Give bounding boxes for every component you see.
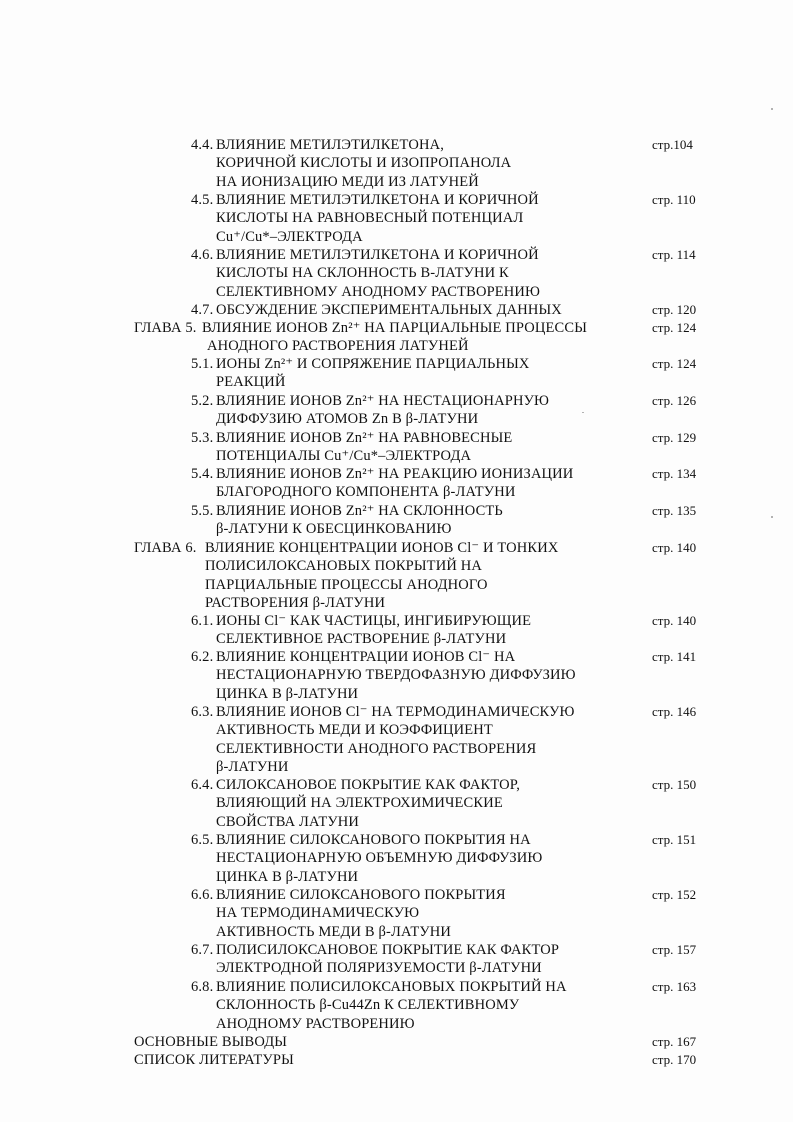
toc-entry-title-line: ИОНЫ Cl⁻ КАК ЧАСТИЦЫ, ИНГИБИРУЮЩИЕ bbox=[216, 613, 532, 629]
toc-entry-title-line: АКТИВНОСТЬ МЕДИ В β-ЛАТУНИ bbox=[216, 923, 451, 940]
toc-entry-title-line: ДИФФУЗИЮ АТОМОВ Zn В β-ЛАТУНИ bbox=[216, 411, 479, 428]
toc-entry-title-line: β-ЛАТУНИ bbox=[216, 758, 289, 775]
toc-entry-title-line: ЦИНКА В β-ЛАТУНИ bbox=[216, 868, 359, 885]
toc-entry-number: 6.6. bbox=[191, 887, 214, 903]
toc-entry-title-line: ВЛИЯНИЕ МЕТИЛЭТИЛКЕТОНА И КОРИЧНОЙ bbox=[216, 192, 539, 208]
toc-page-number: стр. 157 bbox=[652, 942, 697, 957]
toc-page-number: стр. 150 bbox=[652, 777, 697, 792]
toc-entry-title-line: НА ТЕРМОДИНАМИЧЕСКУЮ bbox=[216, 905, 420, 922]
toc-entry-title-line: СВОЙСТВА ЛАТУНИ bbox=[216, 813, 360, 830]
toc-entry-title-line: ВЛИЯНИЕ КОНЦЕНТРАЦИИ ИОНОВ Cl⁻ НА bbox=[216, 649, 516, 665]
toc-entry-number: 5.4. bbox=[191, 466, 214, 482]
toc-entry-title-line: ИОНЫ Zn²⁺ И СОПРЯЖЕНИЕ ПАРЦИАЛЬНЫХ bbox=[216, 356, 530, 372]
toc-entry-number: ГЛАВА 5. bbox=[134, 320, 197, 336]
toc-entry-number: 4.4. bbox=[191, 137, 214, 153]
toc-entry-title-line: СИЛОКСАНОВОЕ ПОКРЫТИЕ КАК ФАКТОР, bbox=[216, 777, 520, 793]
toc-entry-title-line: АКТИВНОСТЬ МЕДИ И КОЭФФИЦИЕНТ bbox=[216, 722, 493, 739]
toc-entry-title-line: ВЛИЯНИЕ ИОНОВ Cl⁻ НА ТЕРМОДИНАМИЧЕСКУЮ bbox=[216, 704, 575, 720]
toc-page-number: стр. 110 bbox=[652, 192, 696, 207]
toc-entry-number: 6.3. bbox=[191, 704, 214, 720]
toc-entry-title-line: ВЛИЯНИЕ ИОНОВ Zn²⁺ НА РАВНОВЕСНЫЕ bbox=[216, 430, 513, 446]
toc-page-number: стр. 135 bbox=[652, 503, 697, 518]
toc-entry-number: 5.1. bbox=[191, 356, 214, 372]
toc-entry-number: 6.1. bbox=[191, 613, 214, 629]
scan-speck bbox=[771, 516, 773, 518]
toc-page-number: стр. 152 bbox=[652, 887, 697, 902]
toc-entry-title-line: КИСЛОТЫ НА РАВНОВЕСНЫЙ ПОТЕНЦИАЛ bbox=[216, 210, 524, 227]
toc-entry-title-line: СЕЛЕКТИВНОМУ АНОДНОМУ РАСТВОРЕНИЮ bbox=[216, 283, 541, 300]
toc-page-number: стр. 129 bbox=[652, 430, 697, 445]
toc-entry-number: 6.2. bbox=[191, 649, 214, 665]
toc-entry-number: 4.5. bbox=[191, 192, 214, 208]
toc-entry-title-line: ЭЛЕКТРОДНОЙ ПОЛЯРИЗУЕМОСТИ β-ЛАТУНИ bbox=[216, 960, 542, 977]
toc-entry-title-line: Cu⁺/Cu*–ЭЛЕКТРОДА bbox=[216, 228, 363, 245]
toc-entry-title-line: НЕСТАЦИОНАРНУЮ ТВЕРДОФАЗНУЮ ДИФФУЗИЮ bbox=[216, 667, 576, 684]
toc-entry-number: 4.7. bbox=[191, 302, 214, 318]
toc-entry-title-line: ВЛИЯНИЕ СИЛОКСАНОВОГО ПОКРЫТИЯ НА bbox=[216, 832, 531, 848]
toc-entry-title-line: АНОДНОГО РАСТВОРЕНИЯ ЛАТУНЕЙ bbox=[207, 338, 469, 355]
toc-entry-title-line: КОРИЧНОЙ КИСЛОТЫ И ИЗОПРОПАНОЛА bbox=[216, 155, 512, 172]
toc-page-number: стр. 146 bbox=[652, 704, 697, 719]
toc-entry-title-line: ВЛИЯНИЕ ИОНОВ Zn²⁺ НА ПАРЦИАЛЬНЫЕ ПРОЦЕССЫ bbox=[202, 320, 587, 336]
toc-entry-number: 6.5. bbox=[191, 832, 214, 848]
toc-entry-title-line: РАСТВОРЕНИЯ β-ЛАТУНИ bbox=[205, 594, 386, 611]
toc-entry-title-line: ВЛИЯНИЕ ИОНОВ Zn²⁺ НА РЕАКЦИЮ ИОНИЗАЦИИ bbox=[216, 466, 574, 482]
toc-entry-title-line: ВЛИЯНИЕ МЕТИЛЭТИЛКЕТОНА И КОРИЧНОЙ bbox=[216, 247, 539, 263]
toc-entry-title-line: СКЛОННОСТЬ β-Cu44Zn К СЕЛЕКТИВНОМУ bbox=[216, 997, 520, 1014]
toc-page-number: стр. 140 bbox=[652, 540, 697, 555]
toc-entry-title-line: ВЛИЯНИЕ ПОЛИСИЛОКСАНОВЫХ ПОКРЫТИЙ НА bbox=[216, 979, 567, 995]
toc-entry-title-line: ПАРЦИАЛЬНЫЕ ПРОЦЕССЫ АНОДНОГО bbox=[205, 576, 488, 593]
toc-page-number: стр.104 bbox=[652, 137, 693, 152]
toc-entry-title-line: НЕСТАЦИОНАРНУЮ ОБЪЕМНУЮ ДИФФУЗИЮ bbox=[216, 850, 543, 867]
toc-entry-title-line: ОБСУЖДЕНИЕ ЭКСПЕРИМЕНТАЛЬНЫХ ДАННЫХ bbox=[216, 302, 562, 318]
toc-entry-title-line: ВЛИЯНИЕ СИЛОКСАНОВОГО ПОКРЫТИЯ bbox=[216, 887, 506, 903]
toc-entry-title-line: БЛАГОРОДНОГО КОМПОНЕНТА β-ЛАТУНИ bbox=[216, 484, 516, 501]
toc-page-number: стр. 163 bbox=[652, 979, 697, 994]
toc-entry-number: 5.2. bbox=[191, 393, 214, 409]
toc-page-number: стр. 124 bbox=[652, 320, 697, 335]
toc-entry-title-line: АНОДНОМУ РАСТВОРЕНИЮ bbox=[216, 1015, 415, 1032]
toc-page-number: стр. 120 bbox=[652, 302, 697, 317]
toc-page-number: стр. 170 bbox=[652, 1052, 697, 1067]
toc-entry-title-line: СЕЛЕКТИВНОСТИ АНОДНОГО РАСТВОРЕНИЯ bbox=[216, 740, 537, 757]
toc-entry-title-line: СПИСОК ЛИТЕРАТУРЫ bbox=[134, 1052, 294, 1068]
toc-entry-number: ГЛАВА 6. bbox=[134, 540, 197, 556]
toc-entry-title-line: ВЛИЯНИЕ ИОНОВ Zn²⁺ НА СКЛОННОСТЬ bbox=[216, 503, 503, 519]
toc-entry-number: 6.4. bbox=[191, 777, 214, 793]
toc-entry-title-line: КИСЛОТЫ НА СКЛОННОСТЬ В-ЛАТУНИ К bbox=[216, 265, 509, 282]
toc-entry-title-line: ВЛИЯНИЕ ИОНОВ Zn²⁺ НА НЕСТАЦИОНАРНУЮ bbox=[216, 393, 550, 409]
toc-page-number: стр. 167 bbox=[652, 1034, 697, 1049]
toc-page-number: стр. 140 bbox=[652, 613, 697, 628]
toc-entry-title-line: ВЛИЯНИЕ КОНЦЕНТРАЦИИ ИОНОВ Cl⁻ И ТОНКИХ bbox=[205, 540, 559, 556]
toc-entry-title-line: ОСНОВНЫЕ ВЫВОДЫ bbox=[134, 1034, 288, 1050]
scan-speck bbox=[582, 412, 584, 413]
toc-entry-number: 5.3. bbox=[191, 430, 214, 446]
toc-entry-title-line: СЕЛЕКТИВНОЕ РАСТВОРЕНИЕ β-ЛАТУНИ bbox=[216, 631, 507, 648]
toc-entry-title-line: РЕАКЦИЙ bbox=[216, 374, 286, 391]
toc-entry-title-line: ВЛИЯНИЕ МЕТИЛЭТИЛКЕТОНА, bbox=[216, 137, 445, 153]
scan-speck bbox=[771, 108, 773, 110]
toc-entry-title-line: ПОЛИСИЛОКСАНОВЫХ ПОКРЫТИЙ НА bbox=[205, 558, 482, 575]
toc-page-number: стр. 151 bbox=[652, 832, 697, 847]
toc-entry-title-line: ЦИНКА В β-ЛАТУНИ bbox=[216, 685, 359, 702]
toc-entry-title-line: НА ИОНИЗАЦИЮ МЕДИ ИЗ ЛАТУНЕЙ bbox=[216, 173, 479, 190]
toc-entry-title-line: ВЛИЯЮЩИЙ НА ЭЛЕКТРОХИМИЧЕСКИЕ bbox=[216, 795, 503, 812]
toc-page-number: стр. 141 bbox=[652, 649, 697, 664]
toc-entry-title-line: ПОТЕНЦИАЛЫ Cu⁺/Cu*–ЭЛЕКТРОДА bbox=[216, 448, 472, 465]
toc-page-number: стр. 134 bbox=[652, 466, 697, 481]
toc-page-number: стр. 124 bbox=[652, 356, 697, 371]
toc-entry-number: 4.6. bbox=[191, 247, 214, 263]
toc-entry-number: 6.7. bbox=[191, 942, 214, 958]
toc-page-number: стр. 126 bbox=[652, 393, 697, 408]
toc-entry-number: 5.5. bbox=[191, 503, 214, 519]
toc-entry-number: 6.8. bbox=[191, 979, 214, 995]
toc-entry-title-line: ПОЛИСИЛОКСАНОВОЕ ПОКРЫТИЕ КАК ФАКТОР bbox=[216, 942, 560, 958]
toc-entry-title-line: β-ЛАТУНИ К ОБЕСЦИНКОВАНИЮ bbox=[216, 521, 452, 538]
toc-page-number: стр. 114 bbox=[652, 247, 696, 262]
